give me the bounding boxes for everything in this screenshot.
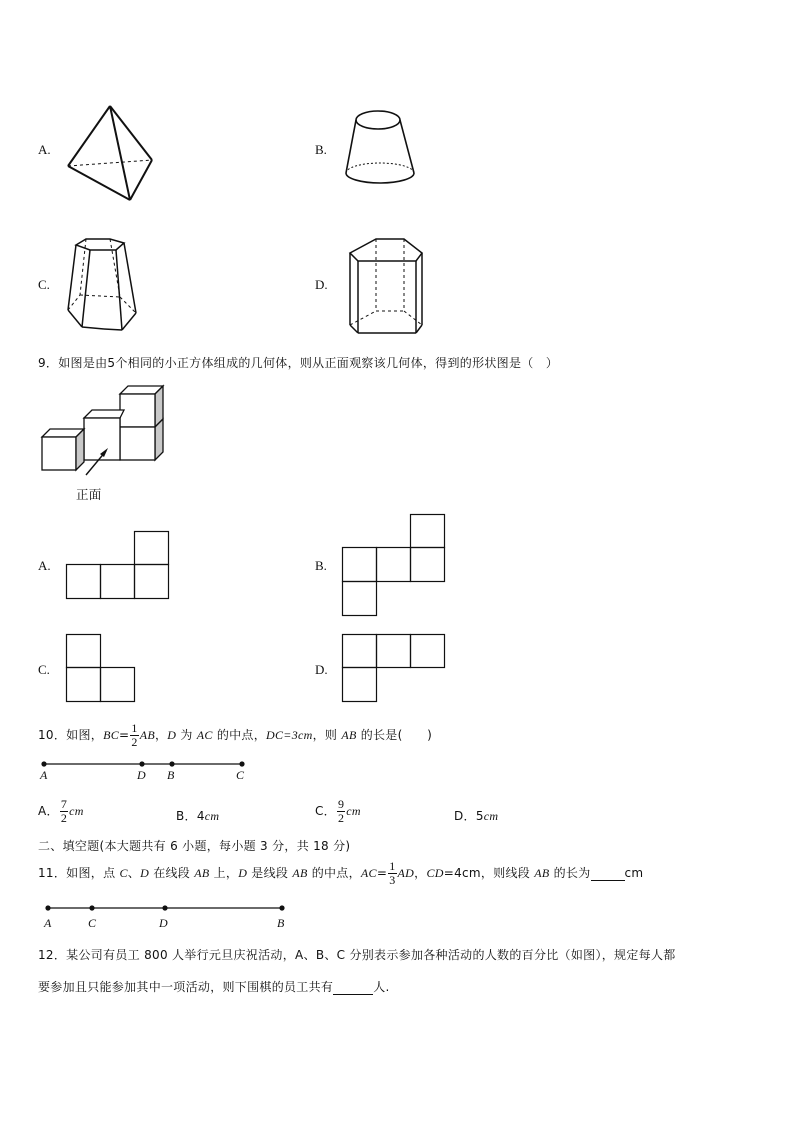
q11-text-2: 上， <box>209 866 239 880</box>
q10-label-c: C <box>236 768 245 782</box>
q10-option-c-den: 2 <box>337 811 345 825</box>
q8-option-c-label: C. <box>38 277 50 292</box>
q11-ac: AC <box>360 866 377 880</box>
q10-frac-num: 1 <box>131 721 138 735</box>
q11-c: C <box>119 866 128 880</box>
q10-sep: ， <box>154 728 168 742</box>
q10-option-b-label: B． <box>176 809 197 823</box>
q10-option-b-value: 4 <box>196 809 205 823</box>
q10-eq: = <box>119 728 130 742</box>
q11-label-c: C <box>88 916 97 930</box>
q11-text-6: =4cm，则线段 <box>443 866 535 880</box>
q10-frac-den: 2 <box>131 735 138 749</box>
q11-label-d: D <box>159 916 168 930</box>
q11-point-c <box>89 905 94 910</box>
q11-text-5: ， <box>414 866 427 880</box>
q10-option-b <box>176 807 219 824</box>
q8-option-b-label: B. <box>315 142 327 157</box>
q8-option-d-label: D. <box>315 277 328 292</box>
q10-ab: AB <box>139 728 155 742</box>
q11-d-2: D <box>238 866 248 880</box>
q10-option-c-fraction <box>337 798 345 825</box>
q9-option-d-label: D. <box>315 662 328 677</box>
q8-pyramid-figure <box>60 100 160 205</box>
q11-cd: CD <box>426 866 444 880</box>
q12-text-a: 要参加且只能参加其中一项活动，则下围棋的员工共有 <box>38 980 334 994</box>
q10-option-c-num: 9 <box>337 797 345 811</box>
q11-eq: = <box>376 866 388 880</box>
q10-text-then: ，则 <box>312 728 342 742</box>
q10-ac: AC <box>196 728 213 742</box>
q11-frac-num: 1 <box>389 859 396 873</box>
q11-segment-figure <box>38 902 298 932</box>
q9-option-c-label: C. <box>38 662 50 677</box>
q10-option-d <box>454 807 498 824</box>
q10-point-d <box>139 761 144 766</box>
q10-ab-2: AB <box>341 728 357 742</box>
q10-option-c-label: C． <box>315 804 336 818</box>
q9-option-d-grid <box>342 634 446 704</box>
q11-ab-2: AB <box>292 866 308 880</box>
q10-text-length: 的长是( ) <box>356 728 433 742</box>
q10-option-a-unit: cm <box>69 804 84 818</box>
q11-comma: 、 <box>127 866 141 880</box>
q10-option-b-unit: cm <box>204 809 220 823</box>
q10-point-c <box>239 761 244 766</box>
q10-option-c <box>315 798 361 825</box>
q10-option-c-unit: cm <box>346 804 361 818</box>
q11-text-3: 是线段 <box>247 866 293 880</box>
q11-point-a <box>45 905 50 910</box>
q8-option-a-label: A. <box>38 142 51 157</box>
q9-option-b-grid <box>342 514 446 618</box>
q11-ab-3: AB <box>534 866 550 880</box>
q11-answer-blank[interactable] <box>591 866 625 881</box>
q8-hexagonal-frustum-figure <box>60 235 150 335</box>
q11-text-1: 在线段 <box>149 866 195 880</box>
q11-ab-1: AB <box>194 866 210 880</box>
q11-label-b: B <box>277 916 285 930</box>
q10-text-midpoint: 的中点， <box>212 728 267 742</box>
q11-frac-den: 3 <box>389 873 396 887</box>
q10-segment-figure <box>38 758 258 788</box>
q10-fraction <box>130 722 138 749</box>
q10-option-a-den: 2 <box>60 811 68 825</box>
q10-option-a-label: A． <box>38 804 59 818</box>
q10-label-a: A <box>40 768 48 782</box>
q12-line-2 <box>38 978 390 995</box>
q10-label-b: B <box>167 768 175 782</box>
q10-dc: DC=3cm <box>266 728 313 742</box>
q9-option-b-label: B. <box>315 558 327 573</box>
q9-option-a-grid <box>66 531 170 601</box>
q10-bc: BC <box>103 728 120 742</box>
q11-text-7: 的长为 <box>549 866 591 880</box>
q11-num: 11．如图，点 <box>38 866 120 880</box>
q10-text-is: 为 <box>176 728 197 742</box>
q10-option-d-unit: cm <box>483 809 499 823</box>
q10-label-d: D <box>137 768 146 782</box>
q11-stem <box>38 860 643 887</box>
q9-cube-figure <box>38 378 178 478</box>
q10-option-d-label: D． <box>454 809 476 823</box>
q12-answer-blank[interactable] <box>333 980 373 995</box>
q10-stem <box>38 722 432 749</box>
q10-option-a <box>38 798 84 825</box>
q8-frustum-figure <box>340 103 430 193</box>
q11-fraction <box>388 860 396 887</box>
section2-title: 二、填空题(本大题共有 6 小题，每小题 3 分，共 18 分) <box>38 839 351 853</box>
q8-hexagonal-prism-figure <box>340 233 435 338</box>
q11-label-a: A <box>44 916 52 930</box>
q10-option-d-value: 5 <box>475 809 484 823</box>
q11-text-4: 的中点， <box>307 866 361 880</box>
q9-front-label: 正面 <box>76 487 102 502</box>
q12-text-b: 人. <box>373 980 390 994</box>
q12-line-1: 12．某公司有员工 800 人举行元旦庆祝活动，A、B、C 分别表示参加各种活动的人数的百分比（如图），规定每人都 <box>38 948 676 962</box>
q10-point-a <box>41 761 46 766</box>
q10-option-a-fraction <box>60 798 68 825</box>
q9-stem: 9．如图是由5个相同的小正方体组成的几何体，则从正面观察该几何体，得到的形状图是（ ） <box>38 356 559 370</box>
q11-ad: AD <box>397 866 415 880</box>
q9-option-c-grid <box>66 634 136 704</box>
q11-point-b <box>279 905 284 910</box>
q11-point-d <box>162 905 167 910</box>
q9-option-a-label: A. <box>38 558 51 573</box>
q11-unit: cm <box>624 866 644 880</box>
q10-num: 10．如图， <box>38 728 104 742</box>
q10-point-b <box>169 761 174 766</box>
q10-d: D <box>167 728 177 742</box>
q10-option-a-num: 7 <box>60 797 68 811</box>
q11-d: D <box>140 866 150 880</box>
